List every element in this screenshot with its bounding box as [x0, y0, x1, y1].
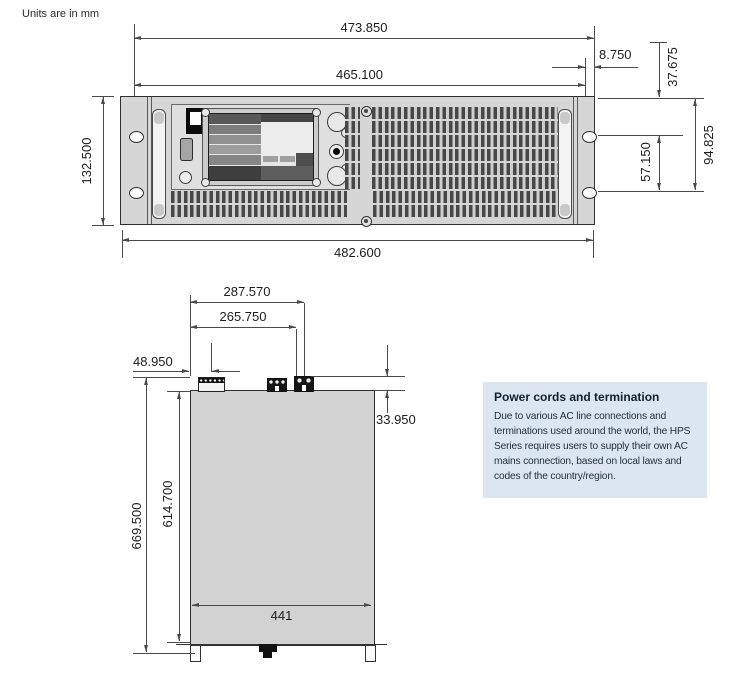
tick-line	[167, 642, 190, 643]
dim-label-hole-span: 94.825	[701, 125, 716, 165]
terminal-legs	[295, 385, 313, 391]
terminal-contacts	[268, 379, 286, 385]
tick-line	[133, 653, 195, 654]
reference-line	[598, 191, 704, 192]
dim-line-depth-overall	[146, 378, 147, 652]
extension-line	[296, 329, 297, 376]
screen-menu-bar	[209, 145, 261, 154]
indicator-circle	[179, 171, 192, 184]
info-box-text-line: Series requires users to supply their own AC	[494, 441, 688, 452]
screw-icon	[312, 178, 321, 187]
dim-line-left-offset	[212, 371, 240, 372]
reference-line	[133, 377, 190, 378]
screw-icon	[201, 108, 210, 117]
screw-icon	[361, 106, 372, 117]
extension-line	[585, 58, 586, 96]
dim-line-body-width	[192, 605, 371, 606]
rack-ear-hole	[582, 131, 597, 143]
screen-footer-bar	[261, 166, 313, 180]
dim-line-height	[103, 97, 104, 225]
dim-label-terminal-far: 287.570	[223, 284, 271, 299]
dim-line-hole-pitch	[659, 136, 660, 190]
dim-line-hole-span	[695, 99, 696, 190]
info-box-text-line: codes of the country/region.	[494, 471, 616, 482]
rotary-knob[interactable]	[327, 166, 347, 186]
vent-grille	[171, 191, 347, 217]
dim-label-hole-pitch: 57.150	[638, 142, 653, 182]
screen-content-area	[261, 122, 313, 156]
dim-label-width-upper: 473.850	[340, 20, 388, 35]
info-box-title: Power cords and termination	[494, 390, 660, 404]
reference-line	[374, 390, 405, 391]
screw-icon	[361, 216, 372, 227]
info-box	[483, 382, 707, 498]
vent-grille	[345, 105, 360, 189]
ground-line	[176, 644, 387, 645]
center-knob-ring	[329, 144, 344, 159]
dim-label-terminal-near: 265.750	[219, 309, 267, 324]
dim-label-body-width: 441	[270, 608, 293, 623]
dim-label-terminal-height: 33.950	[376, 412, 416, 427]
dim-line-terminal-height	[387, 391, 388, 413]
dim-line-terminal-near	[190, 327, 296, 328]
screen-softkey	[280, 156, 295, 162]
front-panel-chassis	[120, 96, 595, 225]
dim-line-ear-offset	[594, 67, 638, 68]
vent-grille	[372, 105, 558, 189]
dim-line-terminal-far	[190, 302, 304, 303]
info-box-text-line: terminations used around the world, the HPS	[494, 426, 691, 437]
tick-line	[92, 225, 114, 226]
rack-ear-hole	[129, 187, 144, 199]
front-button[interactable]	[180, 138, 193, 161]
dim-label-width-overall: 482.600	[334, 245, 381, 260]
ear-divider-right-2	[577, 97, 578, 224]
extension-line	[211, 343, 212, 372]
extension-line	[594, 26, 595, 96]
ear-divider-left-1	[147, 97, 148, 224]
dim-line-width-upper	[134, 38, 594, 39]
dim-line-top-to-hole	[659, 42, 660, 97]
dim-label-width-inner: 465.100	[336, 67, 383, 82]
dim-label-depth-overall: 669.500	[129, 502, 144, 550]
screen-menu-bar	[209, 125, 261, 134]
extension-line	[593, 230, 594, 258]
reference-line	[311, 376, 405, 377]
dim-line-terminal-height	[387, 345, 388, 376]
dim-label-top-to-hole: 37.675	[665, 47, 680, 87]
info-box-text-line: Due to various AC line connections and	[494, 411, 667, 422]
rear-connector-stem	[263, 652, 272, 658]
dim-label-left-offset: 48.950	[133, 354, 173, 369]
dim-label-ear-offset: 8.750	[599, 47, 632, 62]
lcd-screen	[208, 113, 314, 181]
screw-icon	[312, 108, 321, 117]
screen-footer-bar	[209, 166, 261, 180]
front-handle-right	[558, 109, 572, 219]
center-knob-dot	[333, 148, 340, 155]
screen-header-bar	[261, 114, 313, 122]
display-bezel	[202, 108, 319, 186]
screen-menu-bar	[209, 135, 261, 144]
dim-label-height: 132.500	[79, 137, 94, 185]
dim-line-ear-offset	[552, 67, 585, 68]
screw-icon	[201, 178, 210, 187]
terminal-contacts	[295, 377, 313, 384]
extension-line	[190, 295, 191, 376]
dim-label-depth-body: 614.700	[160, 480, 175, 528]
rack-ear-hole	[129, 131, 144, 143]
rear-connector	[259, 644, 277, 652]
terminal-block	[198, 377, 225, 392]
handle-cap	[560, 112, 570, 124]
dim-line-width-overall	[122, 240, 593, 241]
control-panel	[171, 104, 350, 190]
dim-line-depth-body	[179, 392, 180, 641]
dim-line-width-inner	[134, 85, 585, 86]
dim-line-left-offset	[133, 371, 189, 372]
info-box-text-line: mains connection, based on local laws and	[494, 456, 682, 467]
ear-divider-right-1	[573, 97, 574, 224]
terminal-block	[267, 378, 287, 392]
screen-corner-block	[296, 153, 313, 166]
handle-cap	[154, 112, 164, 124]
terminal-contacts	[199, 378, 224, 383]
screen-softkey	[263, 156, 278, 162]
terminal-block	[294, 376, 314, 392]
terminal-legs	[268, 386, 286, 391]
handle-cap	[560, 204, 570, 216]
front-handle-left	[152, 109, 166, 219]
rack-ear-hole	[582, 187, 597, 199]
power-switch-rocker	[190, 112, 201, 125]
vent-grille	[373, 191, 558, 217]
foot	[365, 645, 376, 662]
handle-cap	[154, 204, 164, 216]
units-note: Units are in mm	[22, 8, 100, 20]
reference-line	[598, 98, 704, 99]
screen-header-bar	[209, 114, 261, 124]
screen-menu-bar	[209, 155, 261, 165]
extension-line	[304, 303, 305, 376]
